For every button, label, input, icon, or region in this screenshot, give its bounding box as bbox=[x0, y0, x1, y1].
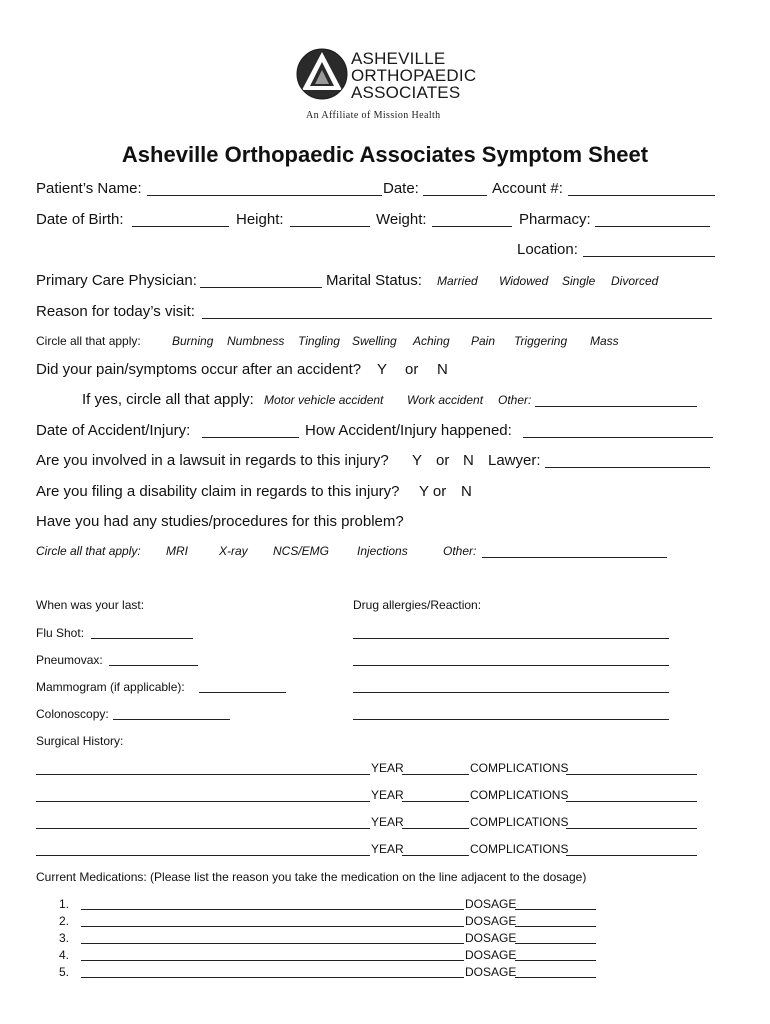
surgery-year-label: YEAR bbox=[371, 761, 404, 775]
dob-field[interactable] bbox=[132, 226, 229, 227]
surgery-year-label: YEAR bbox=[371, 842, 404, 856]
medication-line[interactable] bbox=[81, 960, 464, 961]
location-field[interactable] bbox=[583, 256, 715, 257]
mammogram-label: Mammogram (if applicable): bbox=[36, 680, 185, 694]
surgery-complications-label: COMPLICATIONS bbox=[470, 842, 569, 856]
accident-or: or bbox=[405, 361, 419, 378]
symptom-option[interactable]: Numbness bbox=[227, 334, 285, 348]
if-yes-label: If yes, circle all that apply: bbox=[82, 391, 254, 408]
surgery-year-label: YEAR bbox=[371, 788, 404, 802]
medication-number: 5. bbox=[59, 965, 70, 979]
page-title: Asheville Orthopaedic Associates Symptom Sheet bbox=[121, 142, 649, 167]
date-field[interactable] bbox=[423, 195, 487, 196]
last-header: When was your last: bbox=[36, 598, 145, 612]
logo-line-3: ASSOCIATES bbox=[351, 83, 461, 102]
accident-date-field[interactable] bbox=[202, 437, 299, 438]
dosage-label: DOSAGE bbox=[465, 965, 517, 979]
surgery-complications-label: COMPLICATIONS bbox=[470, 761, 569, 775]
study-option-mri[interactable]: MRI bbox=[166, 544, 188, 558]
medication-number: 2. bbox=[59, 914, 70, 928]
medication-line[interactable] bbox=[81, 926, 464, 927]
lawsuit-or: or bbox=[436, 452, 450, 469]
lawsuit-yes-option[interactable]: Y bbox=[412, 452, 423, 469]
dob-label: Date of Birth: bbox=[36, 211, 124, 228]
height-field[interactable] bbox=[290, 226, 370, 227]
studies-circle-label: Circle all that apply: bbox=[36, 544, 141, 558]
pharmacy-label: Pharmacy: bbox=[519, 211, 591, 228]
pcp-label: Primary Care Physician: bbox=[36, 272, 197, 289]
colonoscopy-field[interactable] bbox=[113, 719, 230, 720]
lawsuit-question: Are you involved in a lawsuit in regards to this injury? bbox=[36, 452, 389, 469]
accident-yes-option[interactable]: Y bbox=[377, 361, 388, 378]
surgery-complications-field[interactable] bbox=[566, 774, 697, 775]
accident-no-option[interactable]: N bbox=[437, 361, 448, 378]
accident-date-label: Date of Accident/Injury: bbox=[36, 422, 191, 439]
symptom-option[interactable]: Triggering bbox=[514, 334, 568, 348]
marital-label: Marital Status: bbox=[326, 272, 422, 289]
symptoms-circle-label: Circle all that apply: bbox=[36, 334, 141, 348]
symptom-option[interactable]: Tingling bbox=[298, 334, 340, 348]
date-label: Date: bbox=[383, 180, 419, 197]
lawyer-label: Lawyer: bbox=[488, 452, 541, 469]
disability-no-option[interactable]: N bbox=[461, 483, 472, 500]
drug-allergy-line[interactable] bbox=[353, 692, 669, 693]
patient-name-label: Patient’s Name: bbox=[36, 180, 142, 197]
surgery-year-field[interactable] bbox=[402, 855, 469, 856]
surgery-complications-field[interactable] bbox=[566, 828, 697, 829]
study-other-field[interactable] bbox=[482, 557, 667, 558]
symptom-option[interactable]: Pain bbox=[471, 334, 496, 348]
dosage-label: DOSAGE bbox=[465, 931, 517, 945]
symptom-option[interactable]: Burning bbox=[172, 334, 214, 348]
surgery-year-field[interactable] bbox=[402, 801, 469, 802]
medication-number: 4. bbox=[59, 948, 70, 962]
surgery-year-field[interactable] bbox=[402, 774, 469, 775]
surgery-complications-label: COMPLICATIONS bbox=[470, 815, 569, 829]
studies-question: Have you had any studies/procedures for this problem? bbox=[36, 513, 404, 530]
logo bbox=[296, 44, 486, 104]
lawsuit-no-option[interactable]: N bbox=[463, 452, 474, 469]
dosage-field[interactable] bbox=[515, 909, 596, 910]
dosage-field[interactable] bbox=[515, 977, 596, 978]
surgery-line[interactable] bbox=[36, 855, 370, 856]
dosage-field[interactable] bbox=[515, 926, 596, 927]
marital-option-married[interactable]: Married bbox=[437, 274, 478, 288]
drug-allergies-label: Drug allergies/Reaction: bbox=[353, 598, 482, 612]
flu-shot-label: Flu Shot: bbox=[36, 626, 85, 640]
study-option-ncs-emg[interactable]: NCS/EMG bbox=[273, 544, 330, 558]
dosage-field[interactable] bbox=[515, 943, 596, 944]
height-label: Height: bbox=[236, 211, 284, 228]
dosage-label: DOSAGE bbox=[465, 948, 517, 962]
pneumovax-field[interactable] bbox=[109, 665, 198, 666]
disability-yes-option[interactable]: Y or bbox=[419, 483, 447, 500]
reason-label: Reason for today’s visit: bbox=[36, 303, 195, 320]
accident-question: Did your pain/symptoms occur after an accident? bbox=[36, 361, 362, 378]
marital-option-divorced[interactable]: Divorced bbox=[611, 274, 659, 288]
medication-number: 3. bbox=[59, 931, 70, 945]
study-option-other[interactable]: Other: bbox=[443, 544, 477, 558]
accident-option-work[interactable]: Work accident bbox=[407, 393, 484, 407]
account-label: Account #: bbox=[492, 180, 563, 197]
flu-shot-field[interactable] bbox=[91, 638, 193, 639]
study-option-xray[interactable]: X-ray bbox=[219, 544, 248, 558]
symptom-option[interactable]: Mass bbox=[590, 334, 619, 348]
drug-allergy-line[interactable] bbox=[353, 638, 669, 639]
marital-option-single[interactable]: Single bbox=[562, 274, 596, 288]
pneumovax-label: Pneumovax: bbox=[36, 653, 103, 667]
colonoscopy-label: Colonoscopy: bbox=[36, 707, 109, 721]
surgery-line[interactable] bbox=[36, 801, 370, 802]
logo-mark-icon bbox=[296, 44, 348, 104]
dosage-field[interactable] bbox=[515, 960, 596, 961]
accident-option-motor-vehicle[interactable]: Motor vehicle accident bbox=[264, 393, 384, 407]
account-field[interactable] bbox=[568, 195, 715, 196]
logo-line-1: ASHEVILLE bbox=[351, 49, 446, 68]
accident-other-field[interactable] bbox=[535, 406, 697, 407]
how-happened-field[interactable] bbox=[523, 437, 713, 438]
patient-name-field[interactable] bbox=[147, 195, 382, 196]
symptom-option[interactable]: Swelling bbox=[352, 334, 397, 348]
weight-field[interactable] bbox=[432, 226, 512, 227]
logo-tagline: An Affiliate of Mission Health bbox=[306, 110, 441, 121]
marital-option-widowed[interactable]: Widowed bbox=[499, 274, 549, 288]
medication-number: 1. bbox=[59, 897, 70, 911]
how-happened-label: How Accident/Injury happened: bbox=[305, 422, 512, 439]
medications-header: Current Medications: (Please list the reason you take the medication on the line adjacent to the dosage) bbox=[36, 870, 587, 884]
logo-line-2: ORTHOPAEDIC bbox=[351, 66, 477, 85]
surgical-history-label: Surgical History: bbox=[36, 734, 124, 748]
pharmacy-field[interactable] bbox=[595, 226, 710, 227]
surgery-year-label: YEAR bbox=[371, 815, 404, 829]
drug-allergy-line[interactable] bbox=[353, 665, 669, 666]
mammogram-field[interactable] bbox=[199, 692, 286, 693]
symptom-option[interactable]: Aching bbox=[413, 334, 450, 348]
drug-allergy-line[interactable] bbox=[353, 719, 669, 720]
surgery-year-field[interactable] bbox=[402, 828, 469, 829]
surgery-complications-field[interactable] bbox=[566, 855, 697, 856]
medication-line[interactable] bbox=[81, 977, 464, 978]
pcp-field[interactable] bbox=[200, 287, 322, 288]
study-option-injections[interactable]: Injections bbox=[357, 544, 408, 558]
surgery-line[interactable] bbox=[36, 774, 370, 775]
surgery-line[interactable] bbox=[36, 828, 370, 829]
weight-label: Weight: bbox=[376, 211, 427, 228]
reason-field[interactable] bbox=[202, 318, 712, 319]
medication-line[interactable] bbox=[81, 943, 464, 944]
surgery-complications-field[interactable] bbox=[566, 801, 697, 802]
disability-question: Are you filing a disability claim in regards to this injury? bbox=[36, 483, 400, 500]
dosage-label: DOSAGE bbox=[465, 914, 517, 928]
dosage-label: DOSAGE bbox=[465, 897, 517, 911]
medication-line[interactable] bbox=[81, 909, 464, 910]
surgery-complications-label: COMPLICATIONS bbox=[470, 788, 569, 802]
location-label: Location: bbox=[517, 241, 578, 258]
accident-option-other[interactable]: Other: bbox=[498, 393, 532, 407]
lawyer-field[interactable] bbox=[545, 467, 710, 468]
